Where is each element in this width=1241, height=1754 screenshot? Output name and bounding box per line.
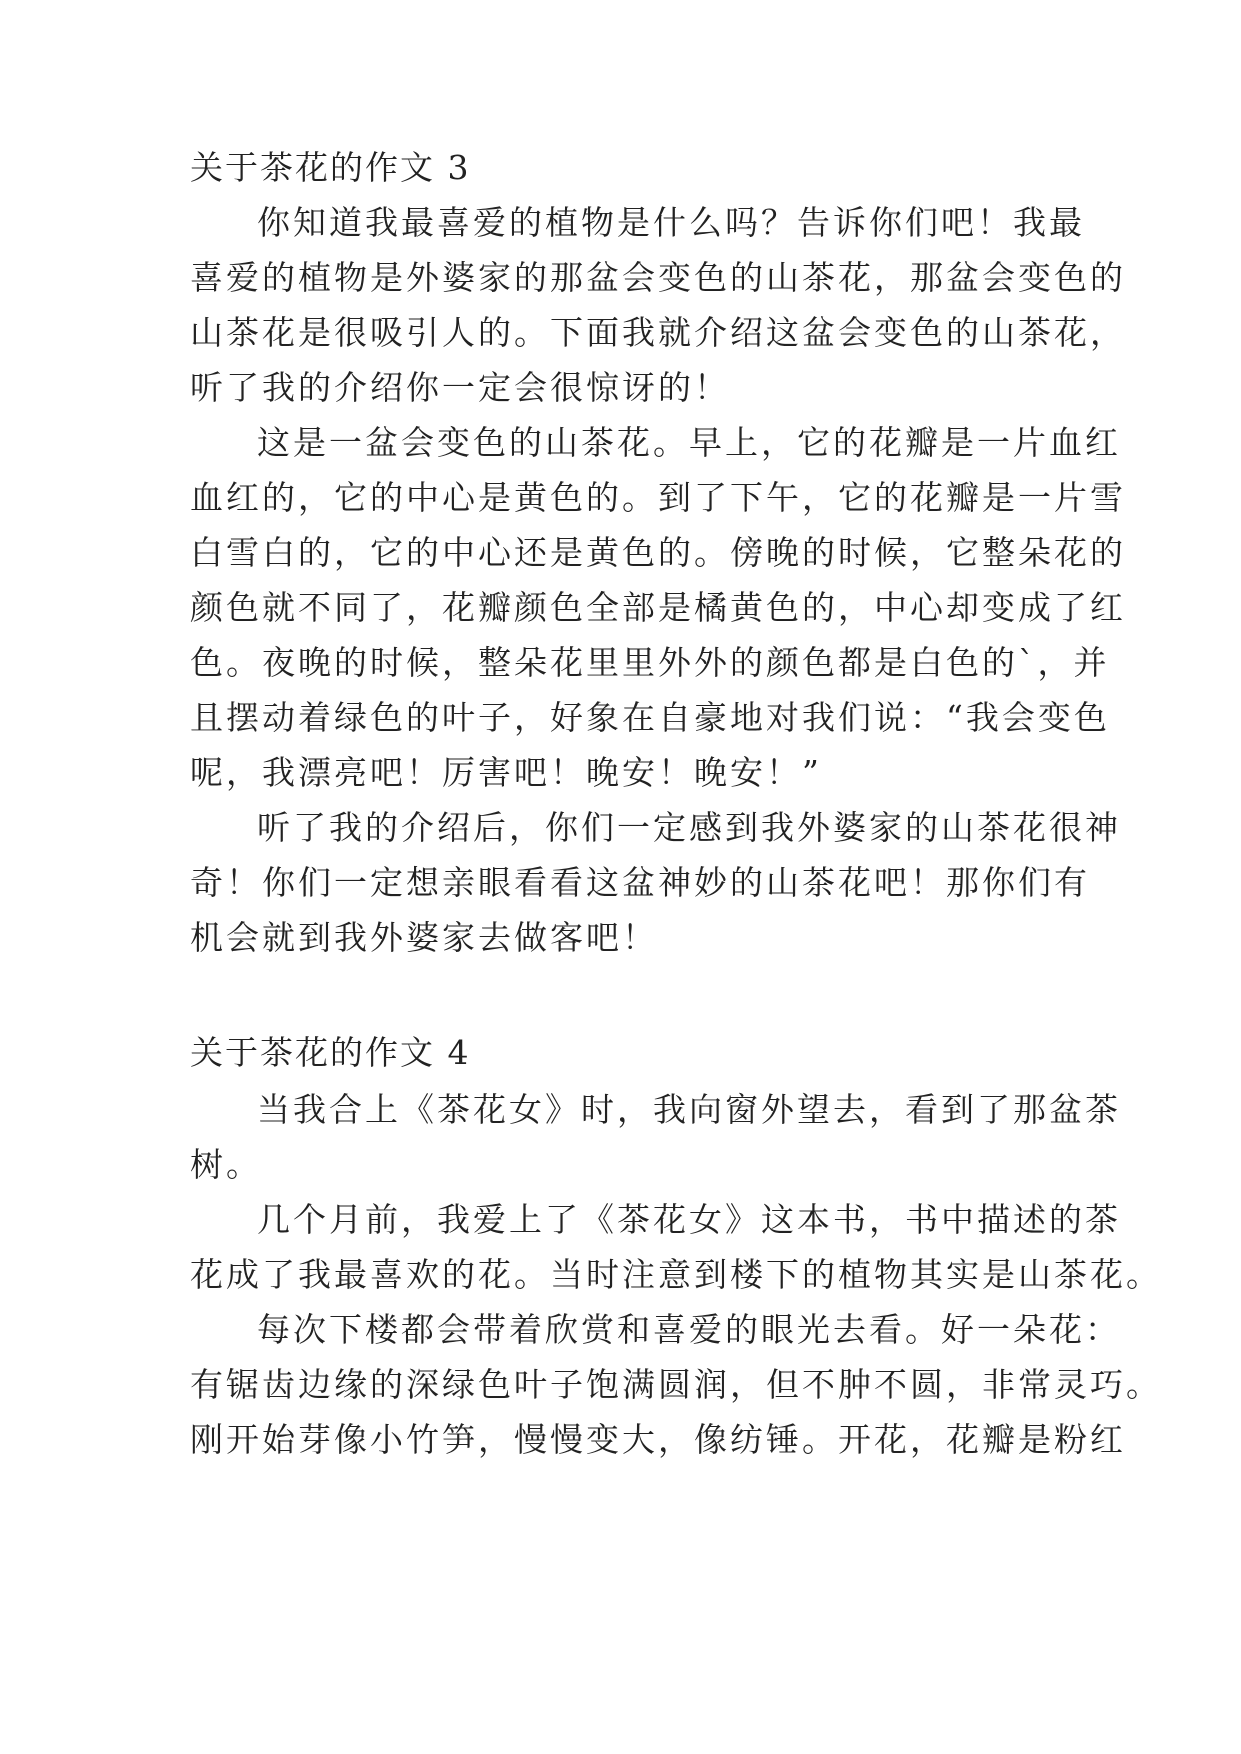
paragraph-line: 你知道我最喜爱的植物是什么吗？告诉你们吧！我最 bbox=[257, 203, 1085, 242]
paragraph-line: 颜色就不同了，花瓣颜色全部是橘黄色的，中心却变成了红 bbox=[190, 588, 1126, 627]
paragraph-line: 听了我的介绍你一定会很惊讶的！ bbox=[190, 368, 730, 407]
paragraph-line: 血红的，它的中心是黄色的。到了下午，它的花瓣是一片雪 bbox=[190, 478, 1126, 517]
paragraph-line: 花成了我最喜欢的花。当时注意到楼下的植物其实是山茶花。 bbox=[190, 1255, 1162, 1294]
paragraph-line: 机会就到我外婆家去做客吧！ bbox=[190, 918, 658, 957]
paragraph-line: 有锯齿边缘的深绿色叶子饱满圆润，但不肿不圆，非常灵巧。 bbox=[190, 1365, 1162, 1404]
paragraph-line: 色。夜晚的时候，整朵花里里外外的颜色都是白色的`，并 bbox=[190, 643, 1110, 682]
section-title: 关于茶花的作文 4 bbox=[190, 1033, 471, 1072]
section-title: 关于茶花的作文 3 bbox=[190, 148, 471, 187]
paragraph-line: 听了我的介绍后，你们一定感到我外婆家的山茶花很神 bbox=[257, 808, 1121, 847]
paragraph-line: 且摆动着绿色的叶子，好象在自豪地对我们说：“我会变色 bbox=[190, 698, 1110, 737]
paragraph-line: 每次下楼都会带着欣赏和喜爱的眼光去看。好一朵花： bbox=[257, 1310, 1121, 1349]
paragraph-line: 这是一盆会变色的山茶花。早上，它的花瓣是一片血红 bbox=[257, 423, 1121, 462]
paragraph-line: 喜爱的植物是外婆家的那盆会变色的山茶花，那盆会变色的 bbox=[190, 258, 1126, 297]
paragraph-line: 山茶花是很吸引人的。下面我就介绍这盆会变色的山茶花， bbox=[190, 313, 1126, 352]
paragraph-line: 奇！你们一定想亲眼看看这盆神妙的山茶花吧！那你们有 bbox=[190, 863, 1090, 902]
paragraph-line: 刚开始芽像小竹笋，慢慢变大，像纺锤。开花，花瓣是粉红 bbox=[190, 1420, 1126, 1459]
paragraph-line: 呢，我漂亮吧！厉害吧！晚安！晚安！” bbox=[190, 753, 822, 792]
paragraph-line: 当我合上《茶花女》时，我向窗外望去，看到了那盆茶 bbox=[257, 1090, 1121, 1129]
paragraph-line: 树。 bbox=[190, 1145, 262, 1184]
paragraph-line: 白雪白的，它的中心还是黄色的。傍晚的时候，它整朵花的 bbox=[190, 533, 1126, 572]
paragraph-line: 几个月前，我爱上了《茶花女》这本书，书中描述的茶 bbox=[257, 1200, 1121, 1239]
